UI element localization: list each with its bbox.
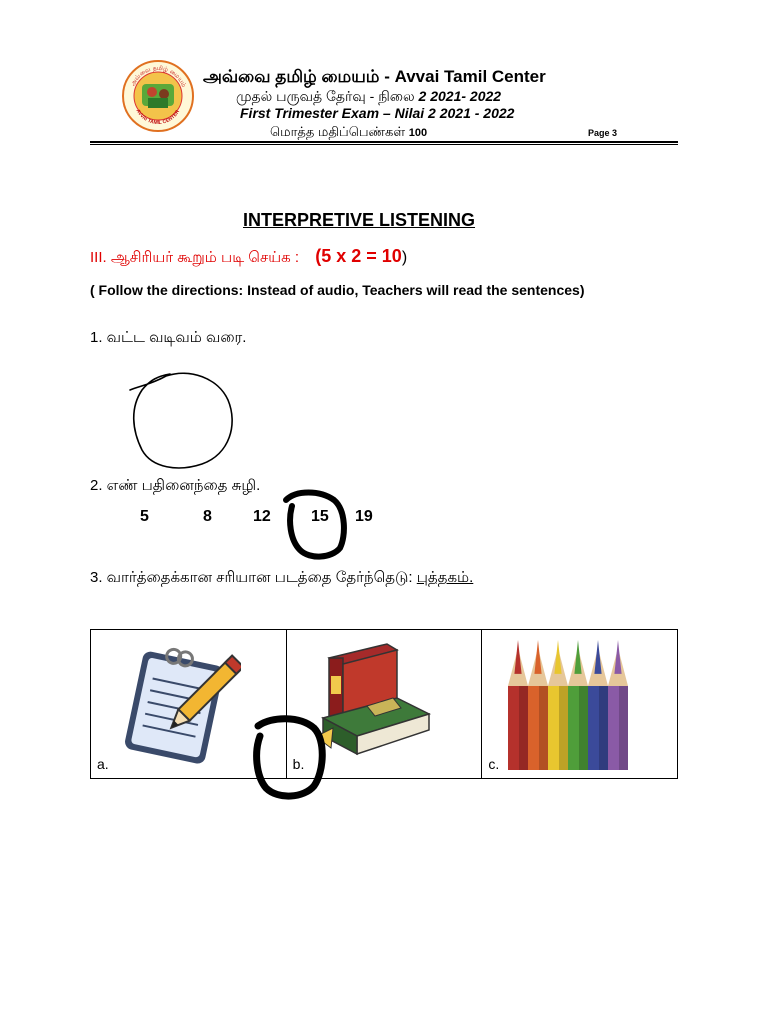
directions: ( Follow the directions: Instead of audio, Teachers will read the sentences) [90,282,585,298]
question-heading-tamil: III. ஆசிரியர் கூறும் படி செய்க : [90,249,300,266]
pencil [588,640,608,770]
pencil [608,640,628,770]
pencil [548,640,568,770]
marks-formula: (5 x 2 = 10 [315,246,402,266]
number-option: 5 [140,508,149,525]
exam-subtitle-english: First Trimester Exam – Nilai 2 2021 - 2022 [240,105,515,121]
exam-subtitle-tamil-text: முதல் பருவத் தேர்வு - நிலை [236,88,415,104]
pencil [508,640,528,770]
center-title: அவ்வை தமிழ் மையம் - Avvai Tamil Center [203,67,546,86]
pencil [568,640,588,770]
option-label: b. [292,756,305,772]
option-label: a. [97,756,109,772]
number-option: 19 [355,508,373,525]
question-3 [90,569,473,588]
avvai-logo [122,60,194,132]
question-3-text: 3. வார்த்தைக்கான சரியான படத்தை தேர்ந்தெடு: [90,569,417,586]
number-option: 12 [253,508,271,525]
question-heading [90,246,407,268]
section-title: INTERPRETIVE LISTENING [242,210,476,230]
header-divider-thin [90,144,678,145]
pencil [528,640,548,770]
logo-text-bottom: AVVAI TAMIL CENTER [134,108,181,127]
page-number: Page 3 [588,128,618,138]
total-marks-value: 100 [408,127,428,139]
marks-close: ) [401,249,408,266]
drawn-circle-mark [248,712,332,804]
colored-pencils-icon [506,638,636,774]
drawn-circle-mark [280,488,352,562]
pencil-set [508,640,628,770]
number-option-circled: 15 [311,508,329,525]
question-2: 2. எண் பதினைந்தை சுழி. [90,477,261,494]
total-marks [270,124,427,141]
logo-text-top: அவ்வை தமிழ் மையம் [129,64,188,89]
number-option: 8 [203,508,212,525]
question-1: 1. வட்ட வடிவம் வரை. [90,329,247,346]
option-c-cell[interactable] [482,630,677,778]
books-icon [317,636,467,768]
options-table [90,629,678,779]
notepad-pencil-icon [111,638,241,768]
option-label: c. [488,756,500,772]
question-3-word: புத்தகம். [416,569,474,586]
exam-year: 2 2021- 2022 [418,88,502,104]
number-row [0,508,768,532]
header-divider [90,141,678,143]
drawn-circle-answer [120,368,250,478]
total-marks-label: மொத்த மதிப்பெண்கள் [270,124,406,139]
